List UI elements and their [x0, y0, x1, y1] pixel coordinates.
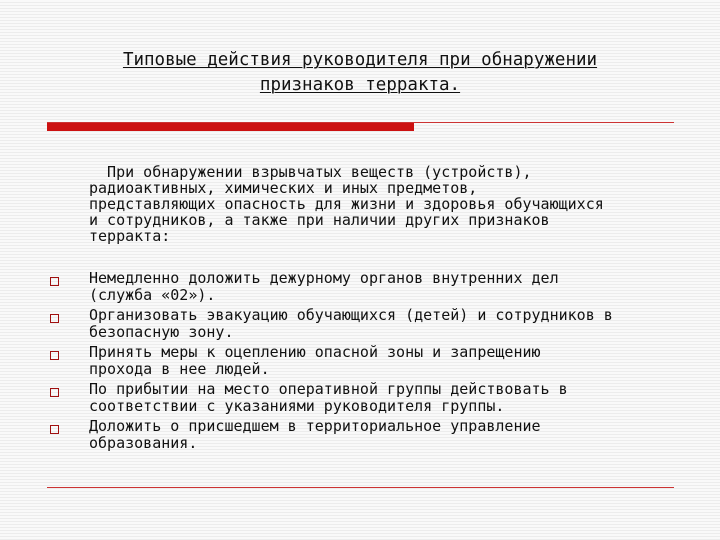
action-list	[50, 270, 680, 455]
intro-paragraph	[89, 164, 679, 244]
list-item-line: (служба «02»).	[89, 285, 216, 304]
list-item-line: соответствии с указаниями руководителя группы.	[89, 396, 505, 415]
list-item-line: прохода в нее людей.	[89, 359, 270, 378]
slide-title-line: признаков терракта.	[259, 75, 461, 95]
list-item	[50, 270, 680, 303]
list-item-line: безопасную зону.	[89, 322, 234, 341]
list-item	[50, 418, 680, 451]
footer-divider	[47, 487, 674, 488]
square-bullet-icon	[50, 351, 59, 360]
intro-line: и сотрудников, а также при наличии других признаков	[89, 211, 550, 229]
intro-line: При обнаружении взрывчатых веществ (устройств),	[89, 163, 532, 181]
list-item-line: образования.	[89, 433, 198, 452]
square-bullet-icon	[50, 314, 59, 323]
list-item-line: Принять меры к оцеплению опасной зоны и запрещению	[89, 343, 541, 361]
title-divider-accent	[47, 123, 414, 131]
list-item	[50, 344, 680, 377]
list-item	[50, 381, 680, 414]
slide-title	[60, 48, 660, 98]
list-item-line: Доложить о присшедшем в территориальное управление	[89, 417, 541, 435]
list-item-line: Организовать эвакуацию обучающихся (детей) и сотрудников в	[89, 306, 613, 324]
intro-line: представляющих опасность для жизни и здоровья обучающихся	[89, 195, 604, 213]
square-bullet-icon	[50, 425, 59, 434]
square-bullet-icon	[50, 277, 59, 286]
list-item-line: Немедленно доложить дежурному органов внутренних дел	[89, 269, 559, 287]
intro-line: терракта:	[89, 227, 171, 245]
list-item-line: По прибытии на место оперативной группы действовать в	[89, 380, 568, 398]
intro-line: радиоактивных, химических и иных предметов,	[89, 179, 478, 197]
slide-title-line: Типовые действия руководителя при обнаружении	[122, 50, 598, 70]
list-item	[50, 307, 680, 340]
square-bullet-icon	[50, 388, 59, 397]
